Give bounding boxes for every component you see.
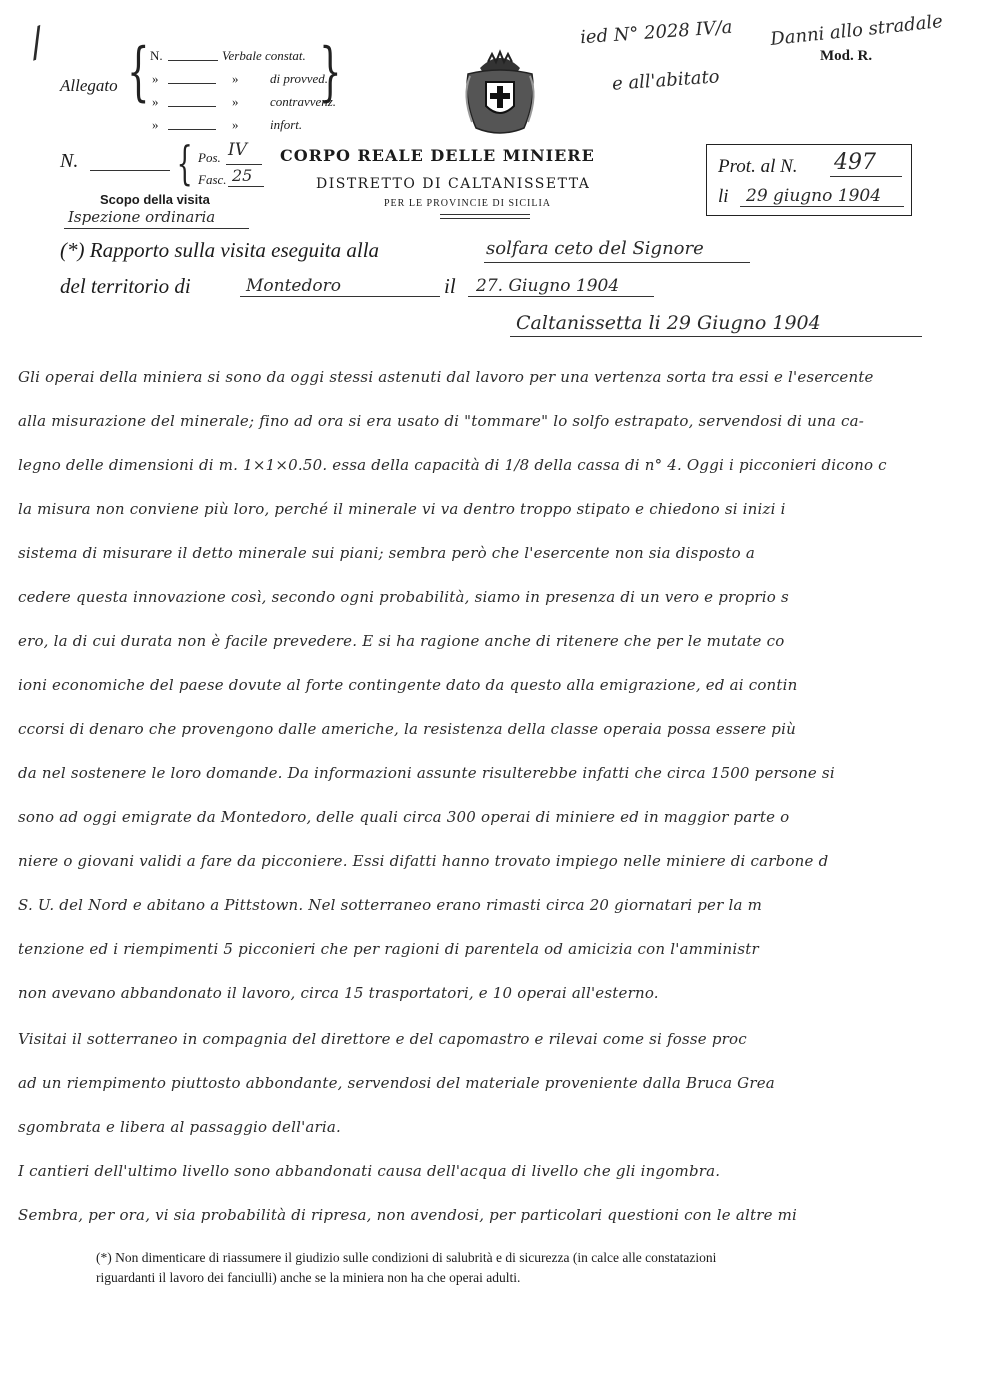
- scopo-value: Ispezione ordinaria: [68, 208, 216, 226]
- body-line: da nel sostenere le loro domande. Da informazioni assunte risulterebbe infatti che circa 1500 persone si: [18, 764, 835, 782]
- allegato-row: [152, 117, 303, 133]
- report-territory: Montedoro: [246, 276, 341, 296]
- allegato-row-text: contravvenz.: [270, 94, 337, 109]
- form-code: Mod. R.: [820, 48, 873, 64]
- protocol-li-label: li: [718, 186, 729, 207]
- heading-divider: [440, 214, 530, 219]
- body-line: ero, la di cui durata non è facile prevedere. E si ha ragione anche di ritenere che per le mutate co: [18, 632, 785, 650]
- body-line: niere o giovani validi a fare da picconiere. Essi difatti hanno trovato impiego nelle miniere di carbone d: [18, 852, 829, 870]
- annotation-line-2: e all'abitato: [611, 66, 721, 95]
- body-line: legno delle dimensioni di m. 1×1×0.50. essa della capacità di 1/8 della cassa di n° 4. Oggi i picconieri dicono c: [18, 456, 887, 474]
- allegato-row-sep: »: [232, 71, 239, 86]
- allegato-row-sep: »: [232, 117, 239, 132]
- fasc-value: 25: [232, 166, 253, 185]
- protocol-number: 497: [834, 150, 876, 175]
- report-line-1-prefix: (*) Rapporto sulla visita eseguita alla: [60, 238, 380, 262]
- body-line: I cantieri dell'ultimo livello sono abbandonati causa dell'acqua di livello che gli ingombra.: [18, 1162, 721, 1180]
- body-line: non avevano abbandonato il lavoro, circa 15 trasportatori, e 10 operai all'esterno.: [18, 984, 659, 1002]
- report-line-2-prefix: del territorio di: [60, 274, 191, 298]
- body-line: Sembra, per ora, vi sia probabilità di ripresa, non avendosi, per particolari questioni con le altre mi: [18, 1206, 798, 1224]
- report-visit-date: 27. Giugno 1904: [476, 276, 620, 296]
- pos-label: Pos.: [198, 150, 221, 165]
- body-line: Visitai il sotterraneo in compagnia del direttore e del capomastro e rilevai come si fosse proc: [18, 1030, 747, 1048]
- report-establishment: solfara ceto del Signore: [486, 238, 704, 259]
- body-line: tenzione ed i riempimenti 5 picconieri che per ragioni di parentela od amicizia con l'amministr: [18, 940, 759, 958]
- allegato-row-prefix: N.: [150, 48, 163, 63]
- body-line: cedere questa innovazione così, secondo ogni probabilità, siamo in presenza di un vero e proprio s: [18, 588, 789, 606]
- body-line: Gli operai della miniera si sono da oggi stessi astenuti dal lavoro per una vertenza sorta tra essi e l'esercente: [18, 368, 874, 386]
- allegato-row: [152, 71, 328, 87]
- allegato-row-text: di provved.: [270, 71, 328, 86]
- pos-value: IV: [228, 140, 247, 160]
- annotation-line-1: ied N° 2028 IV/a: [579, 16, 734, 49]
- allegato-row-prefix: »: [152, 117, 159, 132]
- body-line: sono ad oggi emigrate da Montedoro, delle quali circa 300 operai di miniere ed in maggior parte o: [18, 808, 790, 826]
- body-line: S. U. del Nord e abitano a Pittstown. Nel sotterraneo erano rimasti circa 20 giornatari per la m: [18, 896, 763, 914]
- report-il: il: [444, 274, 456, 298]
- allegato-row: [152, 94, 337, 110]
- body-line: ad un riempimento piuttosto abbondante, servendosi del materiale proveniente dalla Bruca Grea: [18, 1074, 775, 1092]
- provinces-subtitle: PER LE PROVINCIE DI SICILIA: [384, 198, 551, 209]
- allegato-brace-left: {: [127, 35, 150, 109]
- scopo-label: Scopo della visita: [100, 192, 210, 207]
- protocol-date: 29 giugno 1904: [746, 186, 882, 206]
- body-line: alla misurazione del minerale; fino ad ora si era usato di "tommare" lo solfo estrapato, servendosi di una ca-: [18, 412, 864, 430]
- allegato-row-sep: »: [232, 94, 239, 109]
- footnote-line-1: (*) Non dimenticare di riassumere il giudizio sulle condizioni di salubrità e di sicurezza (in calce alle constatazioni: [96, 1250, 717, 1265]
- allegato-row-prefix: »: [152, 94, 159, 109]
- royal-coat-of-arms-icon: [450, 40, 550, 140]
- body-line: sgombrata e libera al passaggio dell'aria.: [18, 1118, 342, 1136]
- allegato-label: Allegato: [60, 76, 118, 95]
- district-title: DISTRETTO DI CALTANISSETTA: [316, 176, 591, 192]
- body-line: sistema di misurare il detto minerale sui piani; sembra però che l'esercente non sia disposto a: [18, 544, 755, 562]
- body-line: la misura non conviene più loro, perché il minerale vi va dentro troppo stipato e chiedono si inizi i: [18, 500, 786, 518]
- allegato-row-text: infort.: [270, 117, 303, 132]
- allegato-row-text: Verbale constat.: [222, 48, 306, 63]
- corps-title: CORPO REALE DELLE MINIERE: [280, 146, 595, 165]
- allegato-brace-right: }: [319, 35, 342, 109]
- place-and-date: Caltanissetta li 29 Giugno 1904: [516, 312, 821, 334]
- corner-mark: /: [22, 19, 50, 65]
- footnote-line-2: riguardanti il lavoro dei fanciulli) anche se la miniera non ha che operai adulti.: [96, 1270, 521, 1285]
- n-line: [90, 170, 170, 171]
- allegato-row-prefix: »: [152, 71, 159, 86]
- body-line: ccorsi di denaro che provengono dalle americhe, la resistenza della classe operaia possa essere più: [18, 720, 796, 738]
- body-line: ioni economiche del paese dovute al forte contingente dato da questo alla emigrazione, ed ai contin: [18, 676, 798, 694]
- fasc-label: Fasc.: [198, 172, 227, 187]
- allegato-row: [150, 48, 306, 64]
- n-label: N.: [60, 150, 79, 172]
- protocol-label: Prot. al N.: [718, 156, 798, 177]
- annotation-line-1b: Danni allo stradale: [769, 11, 944, 50]
- pos-brace: {: [176, 136, 193, 190]
